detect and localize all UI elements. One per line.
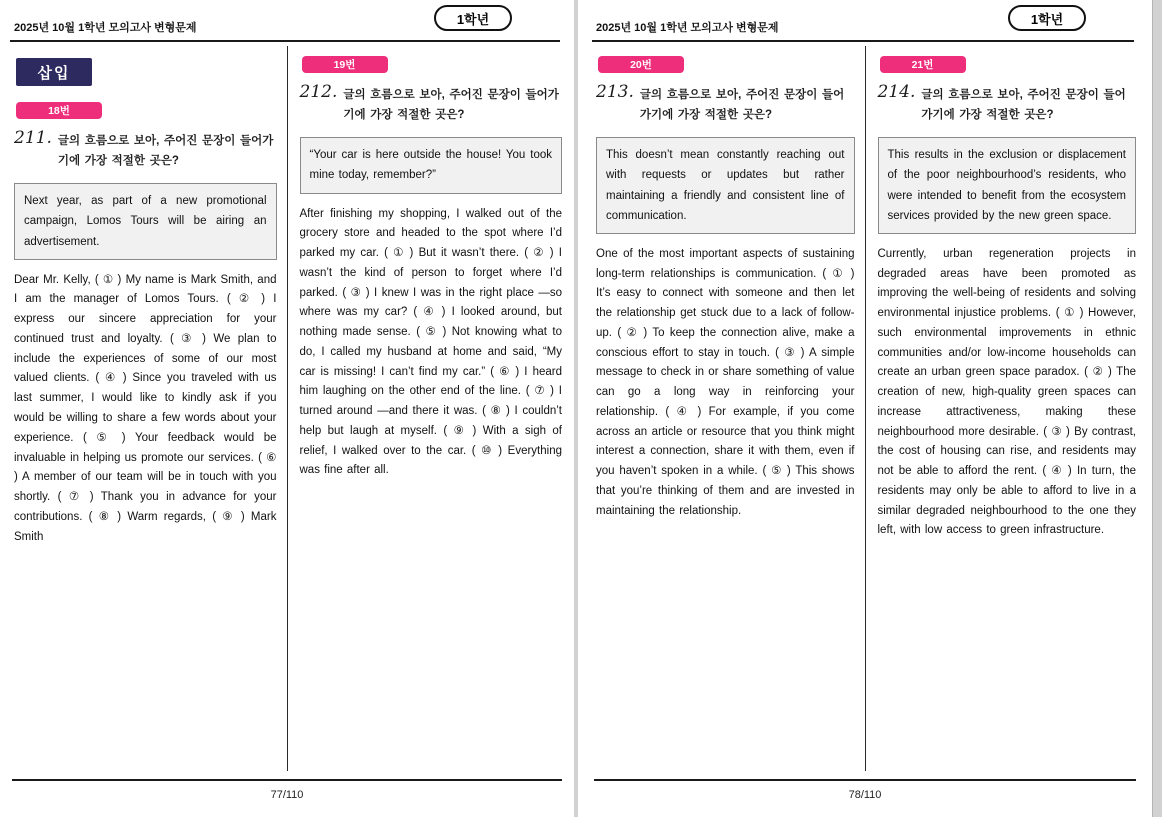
question-head xyxy=(596,83,855,125)
page-number: 78/110 xyxy=(848,789,882,801)
question-badge: 19번 xyxy=(302,56,388,73)
page-header xyxy=(592,0,1138,42)
question-number: 213. xyxy=(596,82,634,102)
given-sentence-box: This doesn’t mean constantly reaching out with requests or updates but rather maintaining a friendly and consistent line of communication. xyxy=(596,137,855,234)
passage-text: Dear Mr. Kelly, ( ① ) My name is Mark Smith, and I am the manager of Lomos Tours. ( ② ) I express our sincere appreciation for your continued trust and loyalty. ( ③ ) We plan to include the experiences of some of our most valued clients. ( ④ ) Since you traveled with us last summer, I would like to kindly ask if you would be willing to share a few words about your experience. ( ⑤ ) Your feedback would be invaluable in helping us promote our services. ( ⑥ ) A member of our team will be in touch with you shortly. ( ⑦ ) Thank you in advance for your contributions. ( ⑧ ) Warm regards, ( ⑨ ) Mark Smith xyxy=(14,273,277,543)
question-prompt: 글의 흐름으로 보아, 주어진 문장이 들어가기에 가장 적절한 곳은? xyxy=(343,89,559,122)
column-right xyxy=(288,42,565,771)
footer-rule xyxy=(594,779,1136,781)
page-footer xyxy=(592,771,1138,817)
given-sentence-box: “Your car is here outside the house! You took mine today, remember?” xyxy=(300,137,563,193)
grade-badge: 1학년 xyxy=(1008,5,1086,31)
grade-badge: 1학년 xyxy=(434,5,512,31)
question-badge: 18번 xyxy=(16,102,102,119)
given-sentence-box: This results in the exclusion or displacement of the poor neighbourhood’s residents, who were intended to benefit from the ecosystem services provided by the new green space. xyxy=(878,137,1137,234)
section-label: 삽입 xyxy=(16,58,92,86)
question-head xyxy=(300,83,563,125)
question-prompt: 글의 흐름으로 보아, 주어진 문장이 들어가기에 가장 적절한 곳은? xyxy=(921,89,1126,122)
given-sentence-box: Next year, as part of a new promotional campaign, Lomos Tours will be airing an advertisement. xyxy=(14,183,277,259)
header-title: 2025년 10월 1학년 모의고사 변형문제 xyxy=(596,22,779,34)
header-title: 2025년 10월 1학년 모의고사 변형문제 xyxy=(14,22,197,34)
footer-rule xyxy=(12,779,562,781)
question-head xyxy=(878,83,1137,125)
question-number: 214. xyxy=(877,82,916,102)
page-footer xyxy=(10,771,564,817)
page-78 xyxy=(578,0,1152,817)
passage-text: After finishing my shopping, I walked out of the grocery store and headed to the spot where I’d parked my car. ( ① ) But it wasn’t there. ( ② ) I wasn’t the kind of person to forget where I’d parked. ( ③ ) I knew I was in the right place —so where was my car? ( ④ ) I looked around, but nothing made sense. ( ⑤ ) Not knowing what to do, I called my husband at home and said, “My car is missing! I can’t find my car.” ( ⑥ ) I heard him laughing on the other end of the line. ( ⑦ ) I turned around —and there it was. ( ⑧ ) I couldn’t help but laugh at myself. ( ⑨ ) With a sigh of relief, I walked over to the car. ( ⑩ ) Everything was fine after all. xyxy=(299,207,562,477)
page-header xyxy=(10,0,564,42)
column-right xyxy=(866,42,1139,771)
question-prompt: 글의 흐름으로 보아, 주어진 문장이 들어가기에 가장 적절한 곳은? xyxy=(57,135,274,168)
question-number: 212. xyxy=(299,82,338,102)
page-content xyxy=(592,42,1138,771)
page-number: 77/110 xyxy=(270,789,304,801)
header-rule xyxy=(10,40,560,42)
question-head xyxy=(14,129,277,171)
page-content xyxy=(10,42,564,771)
page-77 xyxy=(0,0,574,817)
passage-text: One of the most important aspects of sustaining long-term relationships is communication. ( ① ) It’s easy to connect with someone and then let the relationship get stuck due to a lack of follow-up. ( ② ) To keep the connection alive, make a conscious effort to stay in touch. ( ③ ) A simple message to check in or share something of value can go a long way in reinforcing your relationship. ( ④ ) For example, if you come across an article or resource that you think might interest a connection, share it with them, even if you haven’t spoken in a while. ( ⑤ ) This shows that you’re thinking of them and are invested in maintaining the relationship. xyxy=(596,247,855,517)
column-left xyxy=(592,42,865,771)
question-badge: 21번 xyxy=(880,56,966,73)
column-left xyxy=(10,42,287,771)
question-number: 211. xyxy=(14,128,52,148)
question-badge: 20번 xyxy=(598,56,684,73)
header-rule xyxy=(592,40,1134,42)
question-prompt: 글의 흐름으로 보아, 주어진 문장이 들어가기에 가장 적절한 곳은? xyxy=(639,89,845,122)
viewer-edge-strip xyxy=(1152,0,1162,817)
passage-text: Currently, urban regeneration projects in degraded areas have been promoted as improving the well-being of residents and solving environmental injustice problems. ( ① ) However, such environmental improvements in ethnic communities and/or low-income households can create an urban green space paradox. ( ② ) The creation of new, high-quality green spaces can increase attractiveness, making these neighbourhood more desirable. ( ③ ) By contrast, the cost of housing can rise, and residents may not be able to afford the rent. ( ④ ) In turn, the residents may only be able to afford to live in a similar degraded neighbourhood to the one they left, with low access to green infrastructure. xyxy=(877,247,1136,537)
